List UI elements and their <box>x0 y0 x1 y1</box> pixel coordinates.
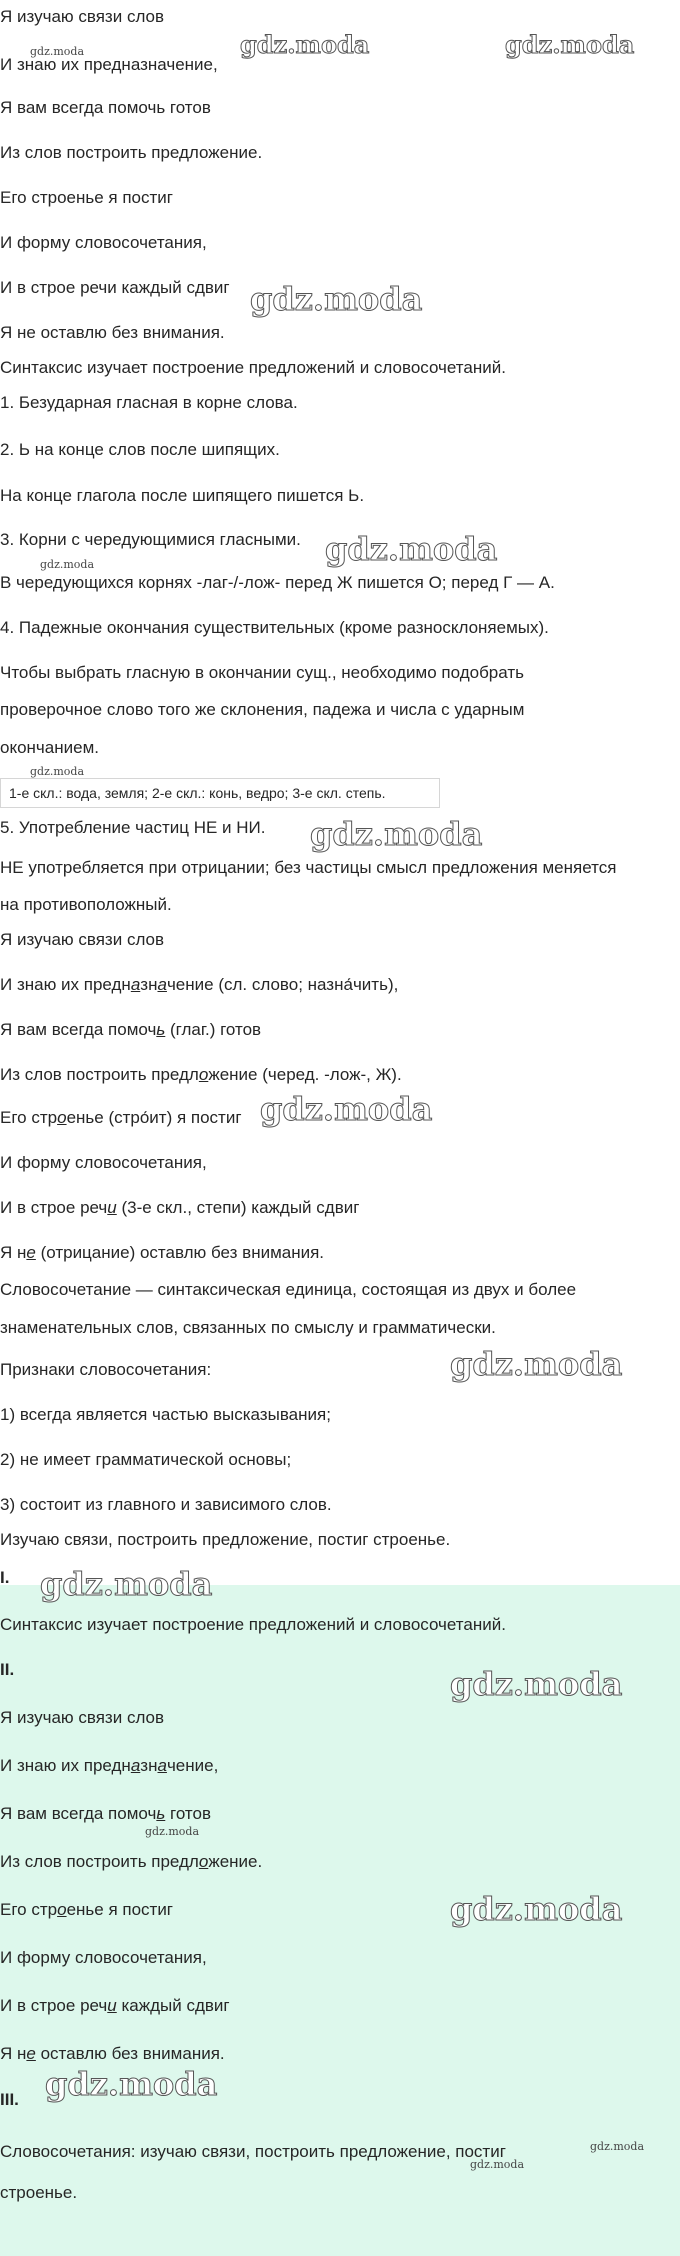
watermark-logo: gdz.moda <box>470 2158 525 2171</box>
phrases-line: Изучаю связи, построить предложение, постиг строенье. <box>0 1530 451 1549</box>
answer-text: строенье. <box>0 2183 78 2202</box>
watermark-logo: gdz.moda <box>450 1890 623 1928</box>
syntax-definition: Синтаксис изучает построение предложений и словосочетаний. <box>0 358 506 377</box>
watermark-logo: gdz.moda <box>45 2065 218 2103</box>
poem-line: Я не оставлю без внимания. <box>0 323 225 342</box>
section-number: II. <box>0 1660 15 1679</box>
watermark-logo: gdz.moda <box>590 2140 645 2153</box>
watermark-logo: gdz.moda <box>260 1090 433 1128</box>
rule-text: проверочное слово того же склонения, падежа и числа с ударным <box>0 700 525 719</box>
watermark-logo: gdz.moda <box>505 30 635 59</box>
answer-poem-line: Я не оставлю без внимания. <box>0 2044 225 2063</box>
answer-poem-line: Из слов построить предложение. <box>0 1852 263 1871</box>
rule-heading: 2. Ь на конце слов после шипящих. <box>0 440 280 459</box>
declension-example-box: 1-е скл.: вода, земля; 2-е скл.: конь, ведро; 3-е скл. степь. <box>0 778 440 808</box>
poem-line: Я изучаю связи слов <box>0 7 165 26</box>
watermark-logo: gdz.moda <box>250 280 423 318</box>
poem-line: И форму словосочетания, <box>0 233 207 252</box>
answer-poem-line: Я вам всегда помочь готов <box>0 1804 211 1823</box>
rule-text: На конце глагола после шипящего пишется Ь. <box>0 486 365 505</box>
watermark-logo: gdz.moda <box>30 45 85 58</box>
watermark-logo: gdz.moda <box>450 1665 623 1703</box>
annotated-line: Из слов построить предложение (черед. -лож-, Ж). <box>0 1065 402 1084</box>
rule-heading: 3. Корни с чередующимися гласными. <box>0 530 301 549</box>
poem-line: Из слов построить предложение. <box>0 143 263 162</box>
annotated-line: Я вам всегда помочь (глаг.) готов <box>0 1020 262 1039</box>
rule-heading: 5. Употребление частиц НЕ и НИ. <box>0 818 266 837</box>
poem-line: Я вам всегда помочь готов <box>0 98 211 117</box>
watermark-logo: gdz.moda <box>240 30 370 59</box>
annotated-line: И в строе речи (3-е скл., степи) каждый сдвиг <box>0 1198 360 1217</box>
sign-item: 2) не имеет грамматической основы; <box>0 1450 292 1469</box>
watermark-logo: gdz.moda <box>145 1825 200 1838</box>
sign-item: 1) всегда является частью высказывания; <box>0 1405 331 1424</box>
answer-poem-line: Его строенье я постиг <box>0 1900 174 1919</box>
answer-poem-line: И знаю их предназначение, <box>0 1756 219 1775</box>
answer-text: Словосочетания: изучаю связи, построить предложение, постиг <box>0 2142 506 2161</box>
answer-text: Синтаксис изучает построение предложений и словосочетаний. <box>0 1615 506 1634</box>
answer-poem-line: И в строе речи каждый сдвиг <box>0 1996 230 2015</box>
signs-heading: Признаки словосочетания: <box>0 1360 212 1379</box>
annotated-line: И знаю их предназначение (сл. слово; назна́чить), <box>0 975 399 994</box>
watermark-logo: gdz.moda <box>40 1565 213 1603</box>
section-number: III. <box>0 2090 19 2109</box>
answer-poem-line: Я изучаю связи слов <box>0 1708 165 1727</box>
phrase-definition: знаменательных слов, связанных по смыслу и грамматически. <box>0 1318 496 1337</box>
rule-text: окончанием. <box>0 738 99 757</box>
watermark-logo: gdz.moda <box>310 815 483 853</box>
poem-line: Его строенье я постиг <box>0 188 173 207</box>
rule-heading: 1. Безударная гласная в корне слова. <box>0 393 298 412</box>
section-number: I. <box>0 1568 10 1587</box>
watermark-logo: gdz.moda <box>30 765 85 778</box>
watermark-logo: gdz.moda <box>325 530 498 568</box>
rule-text: В чередующихся корнях -лаг-/-лож- перед Ж пишется О; перед Г — А. <box>0 573 555 592</box>
watermark-logo: gdz.moda <box>40 558 95 571</box>
poem-line: И знаю их предназначение, <box>0 55 218 74</box>
rule-text: НЕ употребляется при отрицании; без частицы смысл предложения меняется <box>0 858 617 877</box>
annotated-line: Я изучаю связи слов <box>0 930 165 949</box>
poem-line: И в строе речи каждый сдвиг <box>0 278 230 297</box>
rule-text: Чтобы выбрать гласную в окончании сущ., необходимо подобрать <box>0 663 524 682</box>
annotated-line: Его строенье (стро́ит) я постиг <box>0 1108 242 1127</box>
annotated-line: Я не (отрицание) оставлю без внимания. <box>0 1243 325 1262</box>
watermark-logo: gdz.moda <box>450 1345 623 1383</box>
answer-poem-line: И форму словосочетания, <box>0 1948 207 1967</box>
annotated-line: И форму словосочетания, <box>0 1153 207 1172</box>
rule-text: на противоположный. <box>0 895 172 914</box>
phrase-definition: Словосочетание — синтаксическая единица, состоящая из двух и более <box>0 1280 577 1299</box>
sign-item: 3) состоит из главного и зависимого слов. <box>0 1495 332 1514</box>
rule-heading: 4. Падежные окончания существительных (кроме разносклоняемых). <box>0 618 549 637</box>
